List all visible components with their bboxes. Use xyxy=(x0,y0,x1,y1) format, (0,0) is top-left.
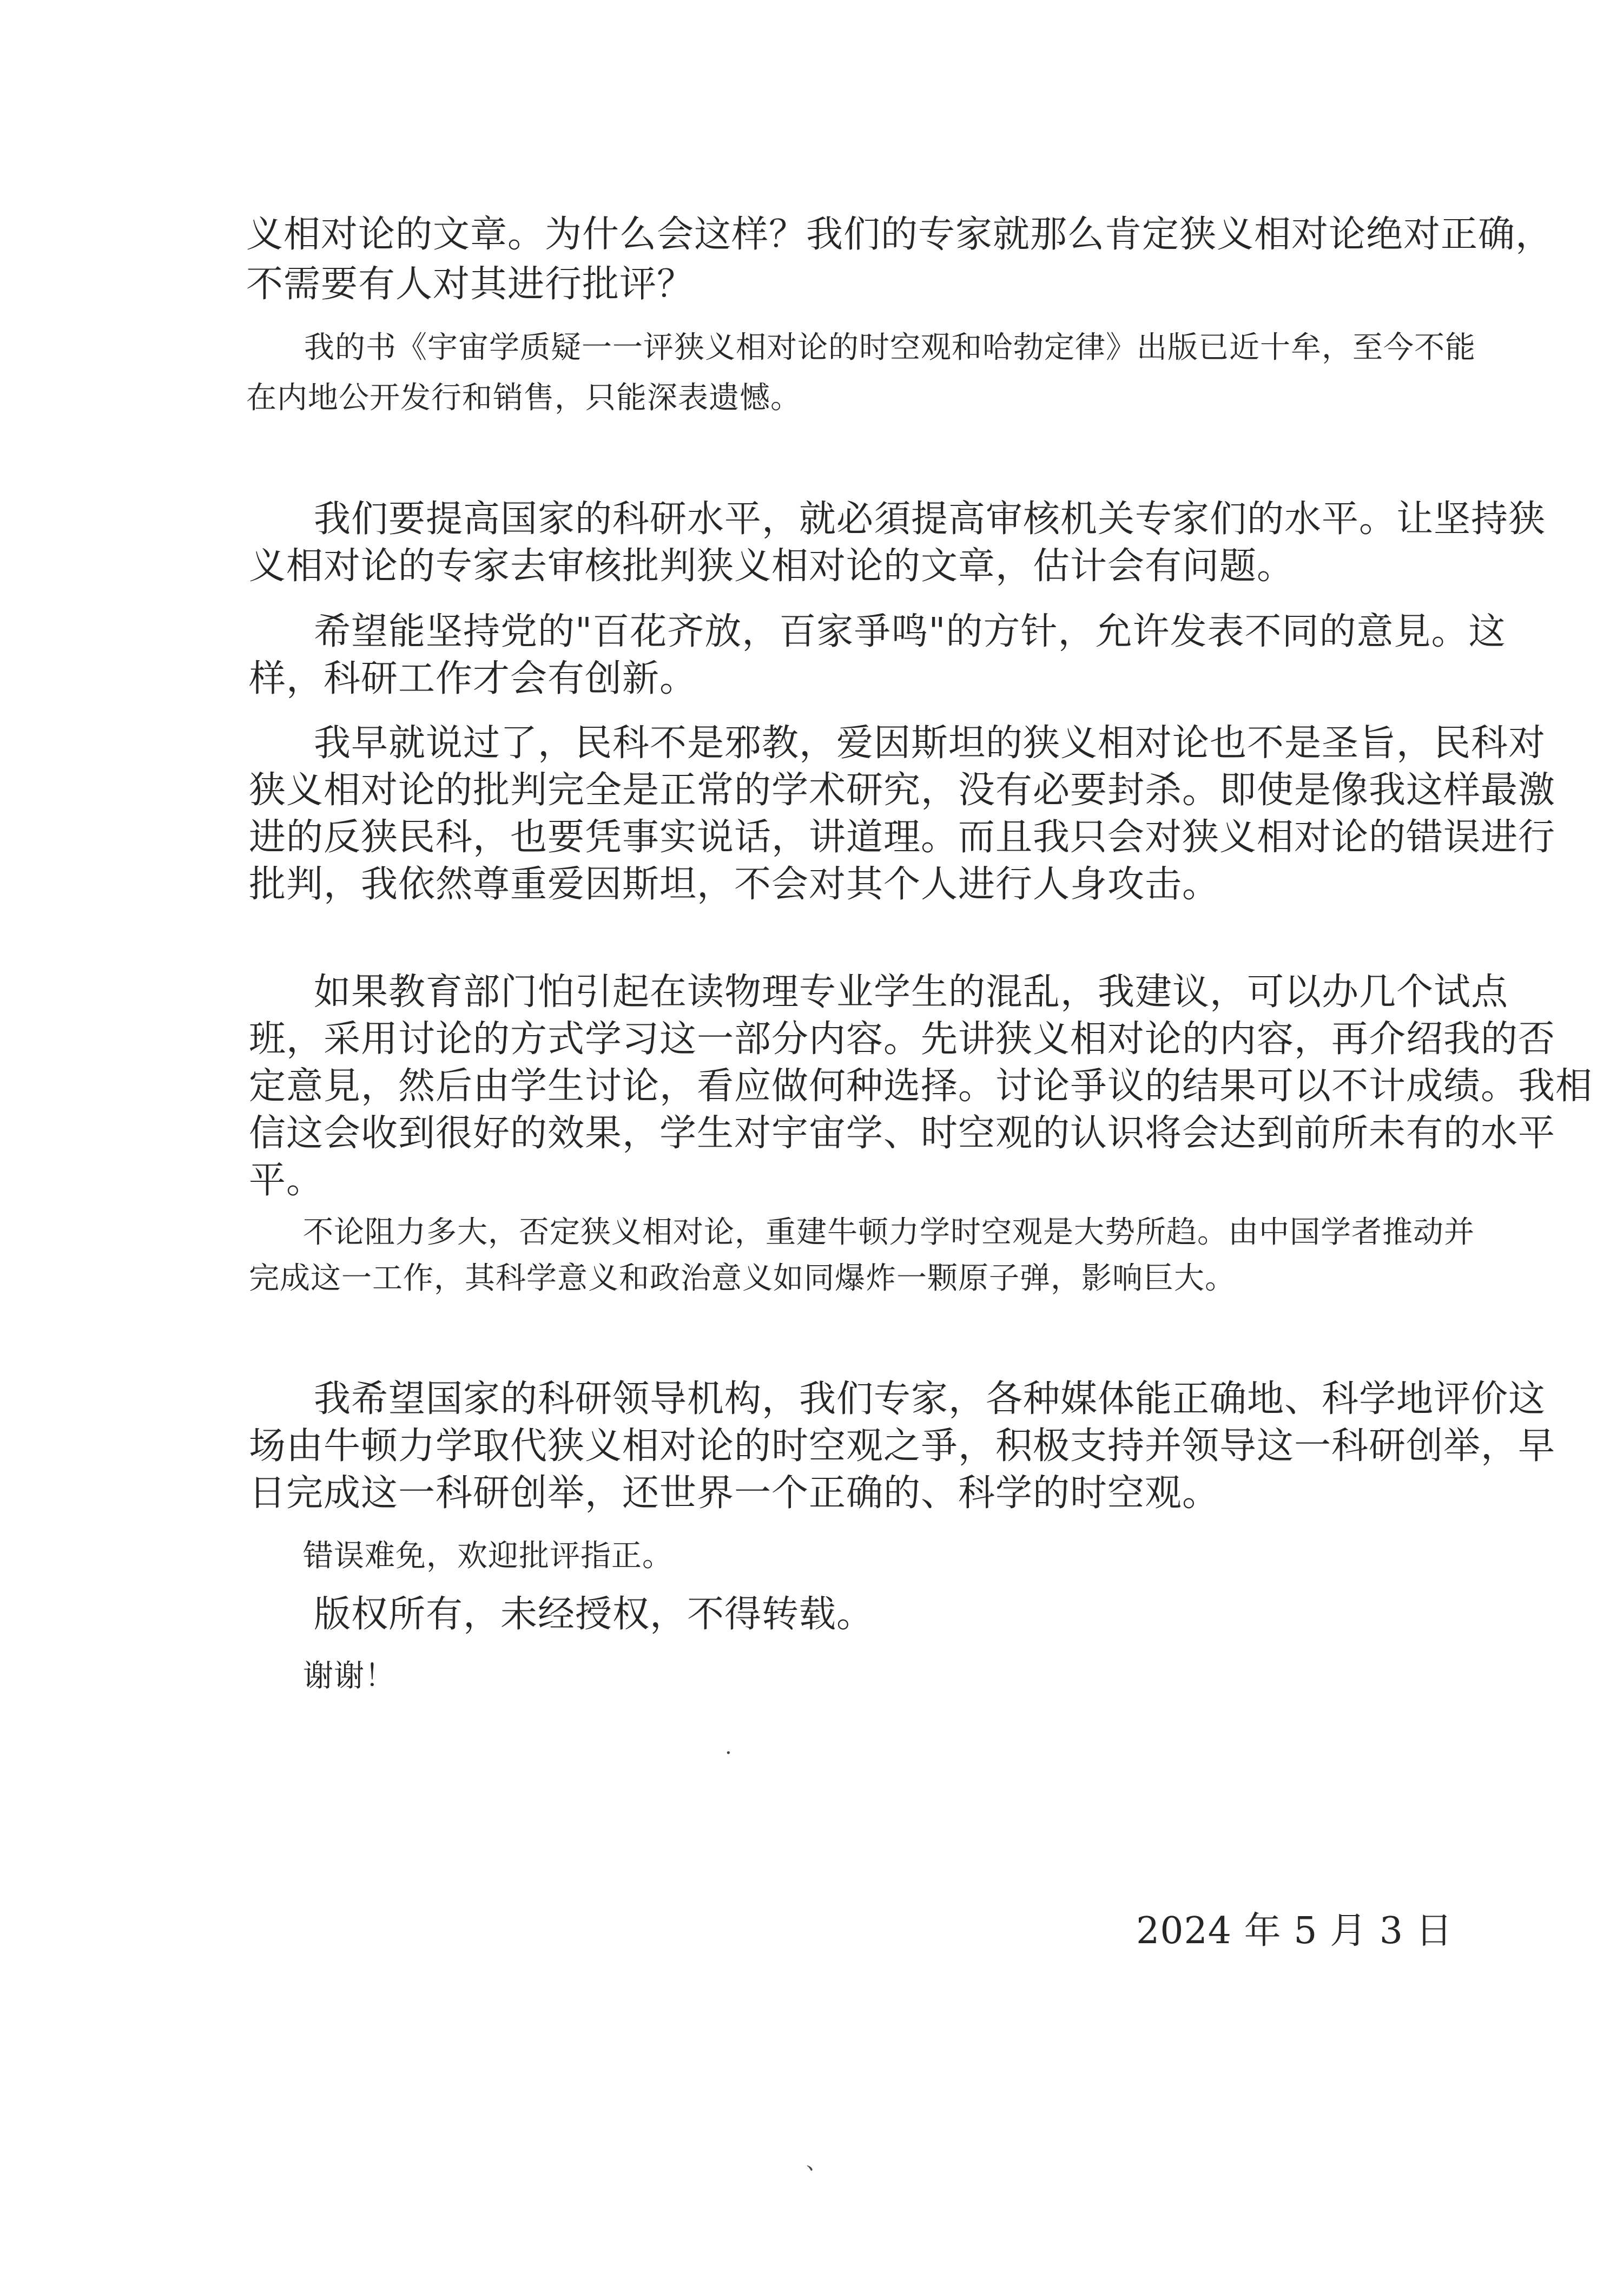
paragraph-line: 样，科研工作才会有创新。 xyxy=(249,657,697,700)
paragraph-line: 狭义相对论的批判完全是正常的学术研究，没有必要封杀。即使是像我这样最激 xyxy=(249,769,1556,812)
paragraph-line: 不需要有人对其进行批评？ xyxy=(246,263,695,306)
paragraph-line: 我希望国家的科研领导机构，我们专家，各种媒体能正确地、科学地评价这 xyxy=(314,1378,1546,1420)
paragraph-line: 我的书《宇宙学质疑一一评狭义相对论的时空观和哈勃定律》出版已近十牟，至今不能 xyxy=(304,330,1476,365)
paragraph-line: 班，采用讨论的方式学习这一部分内容。先讲狭义相对论的内容，再介绍我的否 xyxy=(249,1018,1556,1061)
paragraph-line: 希望能坚持党的"百花齐放，百家爭鸣"的方针，允许发表不同的意見。这 xyxy=(314,610,1506,653)
paragraph-line: 信这会收到很好的效果，学生对宇宙学、时空观的认识将会达到前所未有的水平 xyxy=(249,1112,1556,1155)
paragraph-line: 定意見，然后由学生讨论，看应做何种选择。讨论爭议的结果可以不计成绩。我相 xyxy=(249,1065,1593,1108)
document-date: 2024 年 5 月 3 日 xyxy=(1136,1910,1453,1952)
paragraph-line: 进的反狭民科，也要凭事实说话，讲道理。而且我只会对狭义相对论的错误进行 xyxy=(249,816,1556,859)
paragraph-line: 义相对论的文章。为什么会这样？我们的专家就那么肯定狭义相对论绝对正确， xyxy=(246,213,1553,256)
stray-comma-mark: 、 xyxy=(806,2149,828,2174)
paragraph-line: 在内地公开发行和销售，只能深表遗憾。 xyxy=(246,380,801,416)
copyright-line: 版权所有，未经授权，不得转载。 xyxy=(314,1593,874,1636)
paragraph-line: 义相对论的专家去审核批判狭义相对论的文章，估计会有问题。 xyxy=(249,545,1295,588)
paragraph-line: 完成这一工作，其科学意义和政治意义如同爆炸一颗原子弹，影响巨大。 xyxy=(249,1261,1236,1296)
paragraph-line: 平。 xyxy=(249,1159,324,1202)
paragraph-line: 不论阻力多大，否定狭义相对论，重建牛顿力学时空观是大势所趋。由中国学者推动并 xyxy=(303,1215,1475,1250)
paragraph-line: 批判，我依然尊重爱因斯坦，不会对其个人进行人身攻击。 xyxy=(249,863,1220,906)
paragraph-line: 我早就说过了，民科不是邪教，爱因斯坦的狭义相对论也不是圣旨，民科对 xyxy=(314,722,1546,765)
paragraph-line: 如果教育部门怕引起在读物理专业学生的混乱，我建议，可以办几个试点 xyxy=(314,971,1509,1014)
stray-dot-mark: . xyxy=(725,1734,732,1759)
paragraph-line: 日完成这一科研创举，还世界一个正确的、科学的时空观。 xyxy=(249,1472,1220,1515)
closing-errors-line: 错误难免，欢迎批评指正。 xyxy=(303,1538,673,1574)
thanks-line: 谢谢！ xyxy=(303,1659,395,1694)
paragraph-line: 场由牛顿力学取代狭义相对论的时空观之爭，积极支持并领导这一科研创举，早 xyxy=(249,1425,1556,1468)
paragraph-line: 我们要提高国家的科研水平，就必須提高审核机关专家们的水平。让坚持狭 xyxy=(314,498,1546,541)
